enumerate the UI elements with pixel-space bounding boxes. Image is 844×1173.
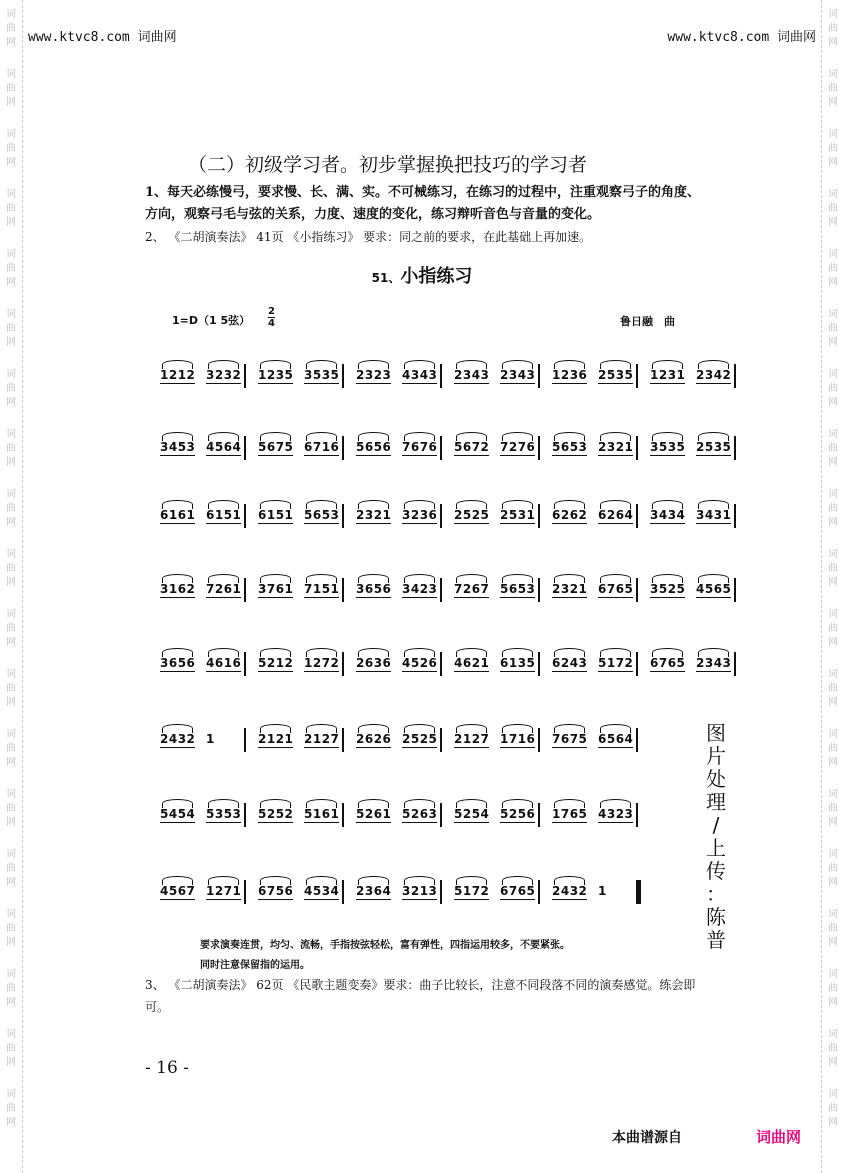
watermark-text: 词 曲 网 [6,729,16,768]
watermark-text: 词 曲 网 [6,1089,16,1128]
note-group: 4564 [206,440,242,454]
score-row [160,578,732,608]
note-group: 6161 [160,508,196,522]
note-group: 5212 [258,656,294,670]
bar-line [440,880,442,904]
watermark-text: 词 曲 网 [828,609,838,648]
note-group: 3656 [356,582,392,596]
site-url-left[interactable]: www.ktvc8.com 词曲网 [28,30,177,45]
note-group: 6264 [598,508,634,522]
note-group: 5653 [552,440,588,454]
bar-line [440,436,442,460]
image-credit [704,722,728,952]
bar-line [734,578,736,602]
note-group: 2321 [552,582,588,596]
note-group: 2323 [356,368,392,382]
note-group: 5454 [160,807,196,821]
note-group: 2525 [402,732,438,746]
note-group: 2636 [356,656,392,670]
note-group: 1235 [258,368,294,382]
watermark-text: 词 曲 网 [828,309,838,348]
section-heading: （二）初级学习者。初步掌握换把技巧的学习者 [188,154,588,176]
note-group: 1716 [500,732,536,746]
instructions-line-1: 要求演奏连贯，均匀、流畅，手指按弦轻松，富有弹性，四指运用较多，不要紧张。 [200,940,570,951]
note-group: 6243 [552,656,588,670]
credit-char: / [712,813,720,837]
watermark-text: 词 曲 网 [828,369,838,408]
note-group: 6151 [206,508,242,522]
watermark-text: 词 曲 网 [6,849,16,888]
watermark-text: 词 曲 网 [828,189,838,228]
watermark-text: 词 曲 网 [6,249,16,288]
bar-line [538,364,540,388]
watermark-text: 词 曲 网 [828,489,838,528]
note-group: 7151 [304,582,340,596]
watermark-text: 词 曲 网 [6,909,16,948]
watermark-text: 词 曲 网 [6,9,16,48]
watermark-text: 词 曲 网 [828,729,838,768]
score-row [160,436,732,466]
bar-line [538,728,540,752]
note-group: 1236 [552,368,588,382]
note-group: 5672 [454,440,490,454]
bar-line [538,652,540,676]
composer: 鲁日融 曲 [620,315,675,328]
note-group: 3656 [160,656,196,670]
bar-line [440,504,442,528]
note-group: 6756 [258,884,294,898]
page-number: - 16 - [145,1058,189,1078]
bar-line [538,803,540,827]
song-number: 51、 [371,271,401,285]
instructions-line-2: 同时注意保留指的运用。 [200,960,310,971]
note-group: 2321 [598,440,634,454]
note-group: 1212 [160,368,196,382]
watermark-text: 词 曲 网 [6,549,16,588]
note-group: 2127 [454,732,490,746]
score-row [160,504,732,534]
bar-line [538,578,540,602]
left-watermark-strip [0,0,23,1173]
note-group: 2127 [304,732,340,746]
bar-line [538,880,540,904]
footer-site-link[interactable]: 词曲网 [756,1128,802,1146]
bar-line [440,652,442,676]
note-group: 2343 [500,368,536,382]
watermark-text: 词 曲 网 [828,69,838,108]
watermark-text: 词 曲 网 [828,969,838,1008]
bar-line [636,803,638,827]
bar-line [244,728,246,752]
key-signature: 1=D（1 5弦） [172,314,251,327]
note-group: 3434 [650,508,686,522]
note-group: 4526 [402,656,438,670]
bar-line [440,578,442,602]
bar-line [734,364,736,388]
note-group: 1231 [650,368,686,382]
watermark-text: 词 曲 网 [828,669,838,708]
bar-line [440,803,442,827]
note-group: 2321 [356,508,392,522]
bar-line [342,436,344,460]
bar-line [636,578,638,602]
credit-char: 普 [706,928,726,952]
credit-char: 理 [706,790,726,814]
note-group: 6151 [258,508,294,522]
footer-source-label: 本曲谱源自 [612,1130,682,1146]
bar-line [342,880,344,904]
note-group: 7676 [402,440,438,454]
note-group: 2626 [356,732,392,746]
bar-line [636,728,638,752]
watermark-text: 词 曲 网 [828,909,838,948]
note-group: 3236 [402,508,438,522]
watermark-text: 词 曲 网 [828,9,838,48]
song-title-text: 小指练习 [400,266,473,287]
watermark-text: 词 曲 网 [6,189,16,228]
watermark-text: 词 曲 网 [828,789,838,828]
note-group: 4343 [402,368,438,382]
bar-line [244,364,246,388]
note-group: 3535 [650,440,686,454]
bar-line [342,803,344,827]
note-group: 4621 [454,656,490,670]
watermark-text: 词 曲 网 [828,249,838,288]
credit-char: 处 [706,767,726,791]
note-group: 5653 [500,582,536,596]
note-group: 1 [206,732,215,746]
note-group: 4567 [160,884,196,898]
note-group: 2121 [258,732,294,746]
score-row [160,803,708,833]
bar-line [440,728,442,752]
note-group: 4565 [696,582,732,596]
note-group: 6765 [650,656,686,670]
watermark-text: 词 曲 网 [6,669,16,708]
note-group: 6765 [500,884,536,898]
credit-char: 陈 [706,905,726,929]
watermark-text: 词 曲 网 [828,1089,838,1128]
note-group: 2343 [696,656,732,670]
watermark-text: 词 曲 网 [6,69,16,108]
note-group: 5161 [304,807,340,821]
note-group: 5172 [598,656,634,670]
note-group: 6564 [598,732,634,746]
watermark-text: 词 曲 网 [828,849,838,888]
meter-top: 2 [268,306,275,317]
note-group: 1271 [206,884,242,898]
note-group: 3232 [206,368,242,382]
score-row [160,364,732,394]
bar-line [734,436,736,460]
bar-line [244,652,246,676]
note-group: 1765 [552,807,588,821]
bar-line [538,436,540,460]
note-group: 4616 [206,656,242,670]
bar-line [636,880,641,904]
bar-line [342,728,344,752]
bar-line [244,803,246,827]
note-group: 7276 [500,440,536,454]
note-group: 2432 [552,884,588,898]
score-row [160,880,708,910]
score-row [160,728,708,758]
note-group: 2432 [160,732,196,746]
note-group: 6716 [304,440,340,454]
note-group: 2364 [356,884,392,898]
site-url-right[interactable]: www.ktvc8.com 词曲网 [667,30,816,45]
credit-char: ： [706,882,726,906]
watermark-text: 词 曲 网 [6,309,16,348]
note-group: 4323 [598,807,634,821]
note-group: 7267 [454,582,490,596]
watermark-text: 词 曲 网 [828,129,838,168]
bar-line [244,880,246,904]
note-group: 5254 [454,807,490,821]
note-group: 7675 [552,732,588,746]
watermark-text: 词 曲 网 [6,969,16,1008]
note-group: 3162 [160,582,196,596]
note-group: 4534 [304,884,340,898]
bar-line [636,652,638,676]
bar-line [636,364,638,388]
note-group: 5252 [258,807,294,821]
note-group: 5675 [258,440,294,454]
item-1-text: 1、每天必练慢弓，要求慢、长、满、实。不可械练习，在练习的过程中，注重观察弓子的角度、方向，观察弓毛与弦的关系，力度、速度的变化，练习辩听音色与音量的变化。 [145,185,701,222]
note-group: 2343 [454,368,490,382]
right-watermark-strip [821,0,844,1173]
bar-line [734,504,736,528]
credit-char: 传 [706,859,726,883]
note-group: 1 [598,884,607,898]
note-group: 3213 [402,884,438,898]
note-group: 2535 [598,368,634,382]
song-title [0,262,844,288]
note-group: 6262 [552,508,588,522]
note-group: 5261 [356,807,392,821]
bar-line [342,652,344,676]
bar-line [342,364,344,388]
credit-char: 片 [706,744,726,768]
note-group: 3431 [696,508,732,522]
watermark-text: 词 曲 网 [6,129,16,168]
note-group: 3535 [304,368,340,382]
note-group: 2531 [500,508,536,522]
watermark-text: 词 曲 网 [6,369,16,408]
bar-line [440,364,442,388]
note-group: 5256 [500,807,536,821]
bar-line [636,436,638,460]
bar-line [342,578,344,602]
watermark-text: 词 曲 网 [828,549,838,588]
note-group: 2535 [696,440,732,454]
note-group: 3761 [258,582,294,596]
bar-line [244,504,246,528]
bar-line [244,436,246,460]
item-2-text: 2、 《二胡演奏法》 41页 《小指练习》 要求：同之前的要求，在此基础上再加速。 [145,230,592,244]
note-group: 5653 [304,508,340,522]
bar-line [636,504,638,528]
bar-line [734,652,736,676]
note-group: 1272 [304,656,340,670]
score-row [160,652,732,682]
note-group: 3525 [650,582,686,596]
credit-char: 上 [706,836,726,860]
note-group: 5656 [356,440,392,454]
note-group: 2525 [454,508,490,522]
watermark-text: 词 曲 网 [6,489,16,528]
note-group: 2342 [696,368,732,382]
note-group: 5172 [454,884,490,898]
note-group: 5353 [206,807,242,821]
watermark-text: 词 曲 网 [6,609,16,648]
watermark-text: 词 曲 网 [6,1029,16,1068]
note-group: 3453 [160,440,196,454]
meter-bottom: 4 [268,318,275,329]
note-group: 6765 [598,582,634,596]
bar-line [342,504,344,528]
time-signature [268,306,275,329]
note-group: 7261 [206,582,242,596]
bar-line [244,578,246,602]
note-group: 5263 [402,807,438,821]
watermark-text: 词 曲 网 [828,1029,838,1068]
note-group: 6135 [500,656,536,670]
watermark-text: 词 曲 网 [6,789,16,828]
credit-char: 图 [706,721,726,745]
note-group: 3423 [402,582,438,596]
bar-line [538,504,540,528]
watermark-text: 词 曲 网 [828,429,838,468]
item-3-text: 3、 《二胡演奏法》 62页 《民歌主题变奏》要求：曲子比较长，注意不同段落不同的演奏感觉。练会即可。 [145,978,696,1014]
watermark-text: 词 曲 网 [6,429,16,468]
